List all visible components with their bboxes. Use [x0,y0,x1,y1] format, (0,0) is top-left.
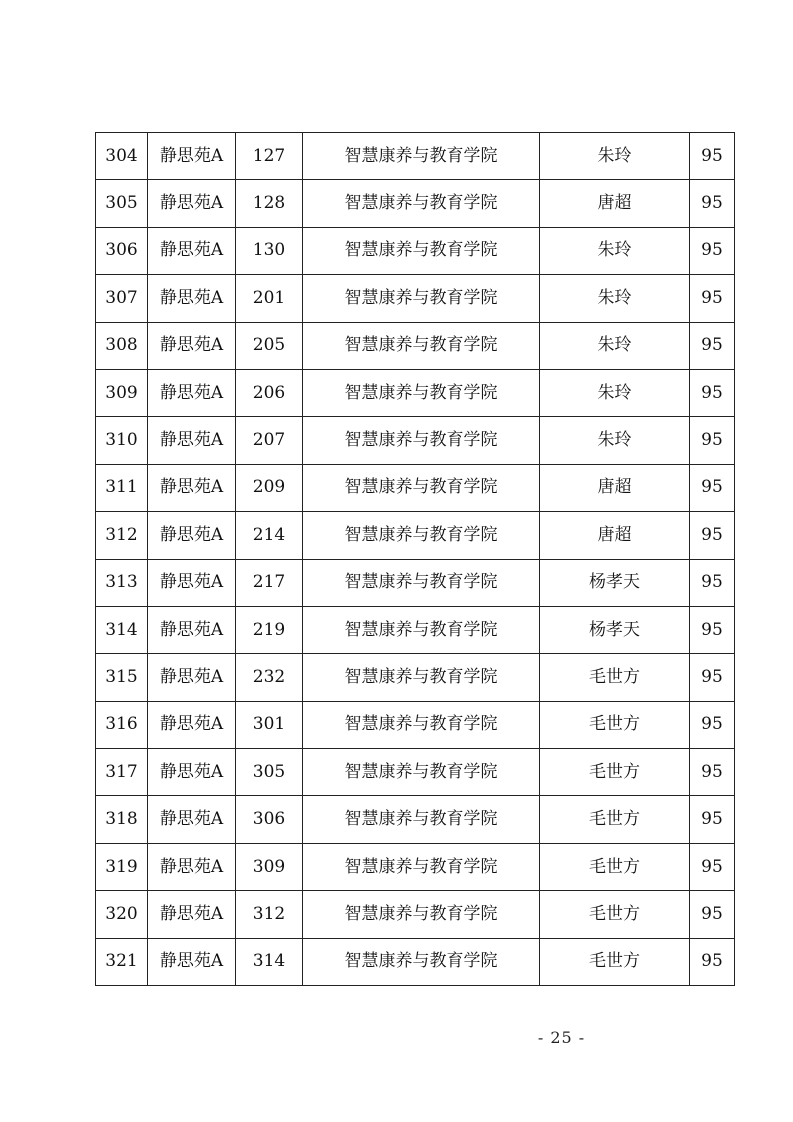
room-number-cell: 301 [236,701,303,748]
score-cell: 95 [690,559,735,606]
college-cell: 智慧康养与教育学院 [303,606,540,653]
table-row [96,749,735,796]
table-row [96,369,735,416]
room-number-cell: 127 [236,133,303,180]
table-row [96,843,735,890]
room-number-cell: 305 [236,749,303,796]
building-cell: 静思苑A [148,938,236,985]
row-number-cell: 313 [96,559,148,606]
table-row [96,606,735,653]
college-cell: 智慧康养与教育学院 [303,417,540,464]
room-number-cell: 314 [236,938,303,985]
room-number-cell: 219 [236,606,303,653]
college-cell: 智慧康养与教育学院 [303,275,540,322]
room-number-cell: 209 [236,464,303,511]
score-cell: 95 [690,227,735,274]
building-cell: 静思苑A [148,133,236,180]
inspector-cell: 唐超 [540,512,690,559]
row-number-cell: 320 [96,891,148,938]
room-number-cell: 128 [236,180,303,227]
score-cell: 95 [690,369,735,416]
building-cell: 静思苑A [148,843,236,890]
dormitory-score-table-container [95,132,735,986]
table-row [96,701,735,748]
college-cell: 智慧康养与教育学院 [303,512,540,559]
room-number-cell: 312 [236,891,303,938]
table-row [96,275,735,322]
table-row [96,227,735,274]
room-number-cell: 217 [236,559,303,606]
college-cell: 智慧康养与教育学院 [303,180,540,227]
building-cell: 静思苑A [148,654,236,701]
score-cell: 95 [690,133,735,180]
room-number-cell: 206 [236,369,303,416]
table-row [96,512,735,559]
inspector-cell: 毛世方 [540,891,690,938]
inspector-cell: 唐超 [540,180,690,227]
score-cell: 95 [690,749,735,796]
college-cell: 智慧康养与教育学院 [303,843,540,890]
inspector-cell: 朱玲 [540,275,690,322]
room-number-cell: 309 [236,843,303,890]
inspector-cell: 杨孝天 [540,559,690,606]
inspector-cell: 毛世方 [540,749,690,796]
college-cell: 智慧康养与教育学院 [303,227,540,274]
table-row [96,891,735,938]
building-cell: 静思苑A [148,180,236,227]
inspector-cell: 唐超 [540,464,690,511]
college-cell: 智慧康养与教育学院 [303,654,540,701]
room-number-cell: 130 [236,227,303,274]
row-number-cell: 309 [96,369,148,416]
building-cell: 静思苑A [148,369,236,416]
college-cell: 智慧康养与教育学院 [303,464,540,511]
score-cell: 95 [690,701,735,748]
row-number-cell: 306 [96,227,148,274]
building-cell: 静思苑A [148,512,236,559]
building-cell: 静思苑A [148,559,236,606]
table-row [96,417,735,464]
score-cell: 95 [690,843,735,890]
score-cell: 95 [690,512,735,559]
score-cell: 95 [690,654,735,701]
score-cell: 95 [690,417,735,464]
table-row [96,464,735,511]
row-number-cell: 318 [96,796,148,843]
inspector-cell: 毛世方 [540,843,690,890]
building-cell: 静思苑A [148,275,236,322]
inspector-cell: 朱玲 [540,417,690,464]
inspector-cell: 毛世方 [540,701,690,748]
table-row [96,133,735,180]
college-cell: 智慧康养与教育学院 [303,559,540,606]
building-cell: 静思苑A [148,464,236,511]
room-number-cell: 214 [236,512,303,559]
table-row [96,654,735,701]
row-number-cell: 304 [96,133,148,180]
table-row [96,180,735,227]
room-number-cell: 205 [236,322,303,369]
page-number-container [0,1028,793,1047]
row-number-cell: 307 [96,275,148,322]
score-cell: 95 [690,275,735,322]
room-number-cell: 232 [236,654,303,701]
building-cell: 静思苑A [148,701,236,748]
dormitory-score-table [95,132,735,986]
inspector-cell: 毛世方 [540,938,690,985]
college-cell: 智慧康养与教育学院 [303,749,540,796]
college-cell: 智慧康养与教育学院 [303,796,540,843]
score-cell: 95 [690,606,735,653]
table-body [96,133,735,986]
row-number-cell: 321 [96,938,148,985]
row-number-cell: 312 [96,512,148,559]
building-cell: 静思苑A [148,227,236,274]
score-cell: 95 [690,464,735,511]
building-cell: 静思苑A [148,606,236,653]
room-number-cell: 207 [236,417,303,464]
room-number-cell: 306 [236,796,303,843]
room-number-cell: 201 [236,275,303,322]
row-number-cell: 317 [96,749,148,796]
table-row [96,559,735,606]
row-number-cell: 314 [96,606,148,653]
score-cell: 95 [690,322,735,369]
inspector-cell: 朱玲 [540,227,690,274]
college-cell: 智慧康养与教育学院 [303,701,540,748]
row-number-cell: 311 [96,464,148,511]
row-number-cell: 316 [96,701,148,748]
table-row [96,796,735,843]
page-number: - 25 - [537,1028,586,1047]
inspector-cell: 朱玲 [540,133,690,180]
row-number-cell: 308 [96,322,148,369]
inspector-cell: 杨孝天 [540,606,690,653]
inspector-cell: 毛世方 [540,796,690,843]
inspector-cell: 朱玲 [540,369,690,416]
inspector-cell: 毛世方 [540,654,690,701]
college-cell: 智慧康养与教育学院 [303,133,540,180]
building-cell: 静思苑A [148,796,236,843]
table-row [96,322,735,369]
table-row [96,938,735,985]
row-number-cell: 310 [96,417,148,464]
score-cell: 95 [690,796,735,843]
building-cell: 静思苑A [148,322,236,369]
college-cell: 智慧康养与教育学院 [303,322,540,369]
score-cell: 95 [690,938,735,985]
college-cell: 智慧康养与教育学院 [303,369,540,416]
building-cell: 静思苑A [148,417,236,464]
row-number-cell: 319 [96,843,148,890]
college-cell: 智慧康养与教育学院 [303,891,540,938]
college-cell: 智慧康养与教育学院 [303,938,540,985]
building-cell: 静思苑A [148,749,236,796]
inspector-cell: 朱玲 [540,322,690,369]
row-number-cell: 315 [96,654,148,701]
score-cell: 95 [690,180,735,227]
row-number-cell: 305 [96,180,148,227]
building-cell: 静思苑A [148,891,236,938]
score-cell: 95 [690,891,735,938]
